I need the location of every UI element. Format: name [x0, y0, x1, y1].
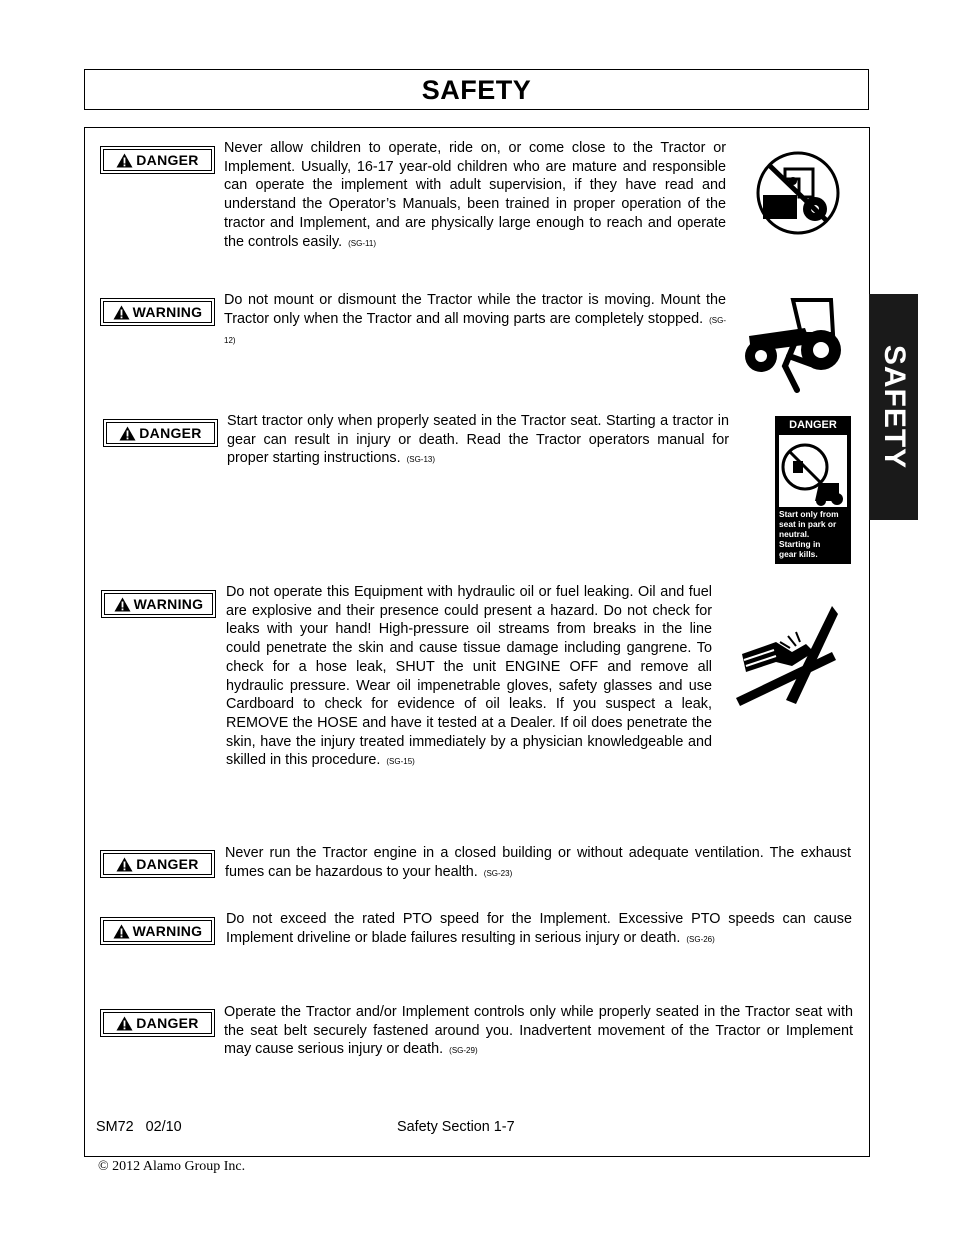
alert-triangle-icon [113, 305, 130, 320]
danger-label [100, 850, 215, 878]
danger-label [100, 146, 215, 174]
alert-triangle-icon [113, 924, 130, 939]
message-code: (SG-26) [686, 934, 715, 944]
safety-message: Do not operate this Equipment with hydraulic oil or fuel leaking. Oil and fuel are explosive and their presence could present a hazard. Do not check for leaks with your hand! High-pressure oil streams from breaks in the line could penetrate the skin and cause tissue damage including gangrene. To check for a hose leak, SHUT the unit ENGINE OFF and remove all hydraulic pressure. Wear oil impenetrable gloves, safety glasses and use Cardboard to check for evidence of oil leaks. If you suspect a leak, REMOVE the HOSE and have it tested at a Dealer. If oil does penetrate the skin, have the injury treated immediately by a physician knowledgeable and skilled in this procedure. (SG-15) [226, 584, 712, 769]
alert-triangle-icon [116, 153, 133, 168]
warning-label-text: WARNING [132, 304, 203, 320]
message-code: (SG-23) [483, 868, 513, 878]
start-danger-decal [775, 416, 851, 564]
section-tab [869, 294, 918, 520]
safety-message: Operate the Tractor and/or Implement controls only while properly seated in the Tractor seat with the seat belt securely fastened around you. Inadvertent movement of the Tractor or Implement may cause serious injury or death. (SG-29) [224, 1004, 853, 1058]
warning-label-text: WARNING [133, 596, 204, 612]
footer-model-date: SM72 02/10 [96, 1119, 182, 1135]
safety-message: Do not mount or dismount the Tractor while the tractor is moving. Mount the Tractor only when the Tractor and all moving parts are completely stopped. (SG-12) [224, 292, 726, 346]
no-start-icon [779, 435, 847, 507]
safety-message: Start tractor only when properly seated in the Tractor seat. Starting a tractor in gear can result in injury or death. Read the Tractor operators manual for proper starting instructions. (SG-13) [227, 413, 729, 467]
warning-label [100, 917, 215, 945]
section-tab-label: SAFETY [877, 344, 911, 470]
danger-label-text: DANGER [136, 1015, 199, 1031]
safety-message: Do not exceed the rated PTO speed for the Implement. Excessive PTO speeds can cause Implement driveline or blade failures resulting in serious injury or death. (SG-26) [226, 911, 852, 946]
decal-text: Start only from seat in park or neutral. Starting in gear kills. [779, 509, 839, 559]
high-pressure-fluid-icon [736, 602, 840, 710]
no-riders-icon [755, 151, 841, 235]
message-code: (SG-11) [348, 238, 376, 248]
alert-triangle-icon [119, 426, 136, 441]
danger-label-text: DANGER [136, 152, 199, 168]
safety-message: Never run the Tractor engine in a closed building or without adequate ventilation. The exhaust fumes can be hazardous to your health. (SG-23) [225, 845, 851, 880]
danger-label [100, 1009, 215, 1037]
warning-label [100, 298, 215, 326]
danger-label [103, 419, 218, 447]
message-code: (SG-12) [224, 315, 726, 346]
message-code: (SG-13) [406, 455, 436, 465]
decal-heading: DANGER [789, 419, 837, 431]
danger-label-text: DANGER [139, 425, 202, 441]
page-title: SAFETY [421, 75, 532, 105]
danger-label-text: DANGER [136, 856, 199, 872]
safety-message: Never allow children to operate, ride on, or come close to the Tractor or Implement. Usually, 16-17 year-old children who are mature and responsible can operate the implement with adult supervision, if they have read and understand the Operator’s Manuals, been trained in proper operation of the tractor and Implement, and are physically large enough to reach and operate the controls easily. (SG-11) [224, 140, 726, 250]
message-code: (SG-15) [386, 757, 415, 767]
alert-triangle-icon [114, 597, 131, 612]
warning-label-text: WARNING [132, 923, 203, 939]
alert-triangle-icon [116, 1016, 133, 1031]
alert-triangle-icon [116, 857, 133, 872]
warning-label [101, 590, 216, 618]
message-code: (SG-29) [449, 1046, 478, 1056]
tractor-runover-icon [741, 294, 845, 394]
footer-page-number: Safety Section 1-7 [397, 1119, 515, 1135]
copyright: © 2012 Alamo Group Inc. [98, 1159, 246, 1174]
header-box [84, 69, 869, 110]
